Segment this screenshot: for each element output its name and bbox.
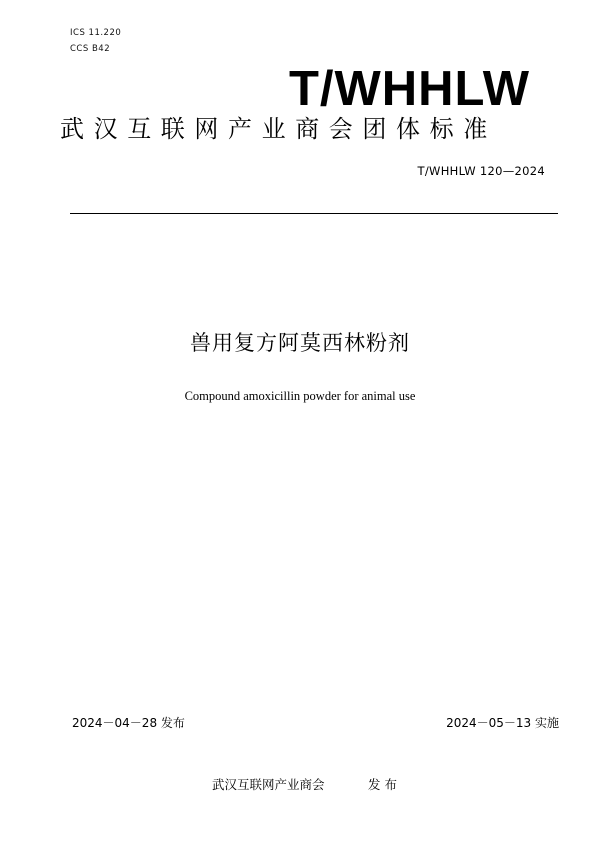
standard-number: T/WHHLW 120—2024 <box>417 164 545 178</box>
header-divider <box>70 213 558 214</box>
organization-standard-title: 武汉互联网产业商会团体标准 <box>60 115 497 143</box>
ccs-code: CCS B42 <box>70 44 111 54</box>
document-title-english: Compound amoxicillin powder for animal use <box>184 389 416 403</box>
document-title-chinese: 兽用复方阿莫西林粉剂 <box>190 331 410 355</box>
implementation-date: 2024－05－13 实施 <box>446 716 559 730</box>
publish-date: 2024－04－28 发布 <box>72 716 185 730</box>
ics-code: ICS 11.220 <box>70 28 122 38</box>
publish-action-label: 发 布 <box>368 777 397 792</box>
standard-logo: T/WHHLW <box>288 62 530 116</box>
publisher-name: 武汉互联网产业商会 <box>212 777 325 792</box>
